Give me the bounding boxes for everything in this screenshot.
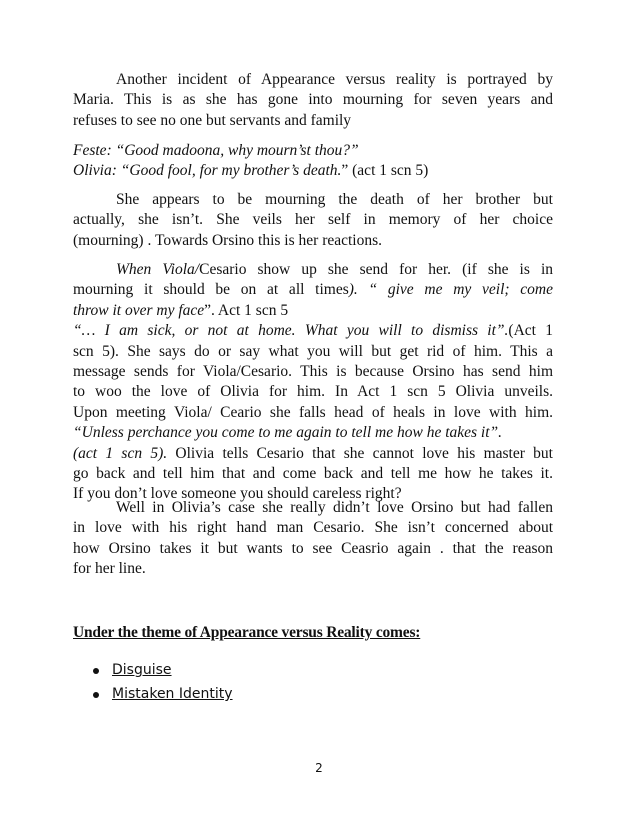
paragraph-viola [73, 260, 553, 505]
plain-text: mourning it should be on at all times [73, 281, 349, 299]
page-number: 2 [315, 761, 323, 775]
quote-feste: “Good madoona, why mourn’st thou?” [115, 142, 359, 159]
quote-line-olivia [73, 161, 553, 181]
text-line: Well in Olivia’s case she really didn’t love Orsino but had fallen [116, 499, 553, 516]
italic-text: ). “ give me my veil; come [348, 281, 553, 299]
plain-text: Olivia tells Cesario that she cannot love his master but [167, 444, 553, 462]
text-line: Maria. This is as she has gone into mourning for seven years and [73, 91, 553, 109]
text-line [73, 321, 553, 341]
quote-block [73, 141, 553, 182]
plain-text: (Act 1 [508, 322, 553, 340]
italic-text: “… I am sick, or not at home. What you will to dismiss it”. [73, 322, 509, 340]
text-line: in love with his right hand man Cesario. She isn’t concerned about [73, 519, 553, 537]
speaker-olivia: Olivia: [73, 162, 117, 180]
list-item-mistaken-identity: Mistaken Identity [93, 686, 233, 710]
theme-list [93, 662, 233, 710]
plain-text: ”. Act 1 scn 5 [204, 301, 289, 319]
text-line [73, 444, 553, 464]
text-line: message sends for Viola/Cesario. This is because Orsino has send him [73, 363, 553, 381]
text-line: to woo the love of Olivia for him. In Act 1 scn 5 Olivia unveils. [73, 383, 553, 401]
quote-line-feste [73, 141, 553, 161]
text-line: If you don’t love someone you should careless right? [73, 485, 402, 503]
italic-text: throw it over my face [73, 301, 205, 319]
text-line [73, 301, 553, 321]
text-line [73, 260, 553, 280]
text-line: for her line. [73, 560, 146, 578]
speaker-feste: Feste: [73, 142, 112, 159]
italic-text: (act 1 scn 5). [73, 444, 168, 462]
text-line: (mourning) . Towards Orsino this is her reactions. [73, 231, 383, 249]
list-item-disguise: Disguise [93, 662, 233, 686]
section-heading: Under the theme of Appearance versus Reality comes: [73, 624, 421, 641]
quote-olivia: “Good fool, for my brother’s death. [120, 162, 342, 180]
text-line [73, 280, 553, 300]
text-line: Upon meeting Viola/ Ceario she falls head of heals in love with him. [73, 403, 553, 421]
paragraph-olivia-case [73, 498, 553, 580]
text-line: “Unless perchance you come to me again to tell me how he takes it”. [73, 424, 503, 442]
text-line: how Orsino takes it but wants to see Ceasrio again . that the reason [73, 539, 553, 557]
text-line: Another incident of Appearance versus reality is portrayed by [116, 71, 553, 88]
text-line: go back and tell him that and come back and tell me how he takes it. [73, 465, 553, 483]
text-line: scn 5). She says do or say what you will but get rid of him. This a [73, 342, 553, 360]
text-line: She appears to be mourning the death of her brother but [116, 191, 553, 208]
paragraph-intro [73, 70, 553, 131]
italic-text: When Viola/ [116, 261, 200, 278]
paragraph-mourning [73, 190, 553, 251]
text-line: refuses to see no one but servants and family [73, 111, 352, 129]
plain-text: Cesario show up she send for her. (if she is in [199, 261, 554, 278]
text-line: actually, she isn’t. She veils her self in memory of her choice [73, 211, 553, 229]
quote-olivia-ref: ” (act 1 scn 5) [341, 162, 429, 180]
